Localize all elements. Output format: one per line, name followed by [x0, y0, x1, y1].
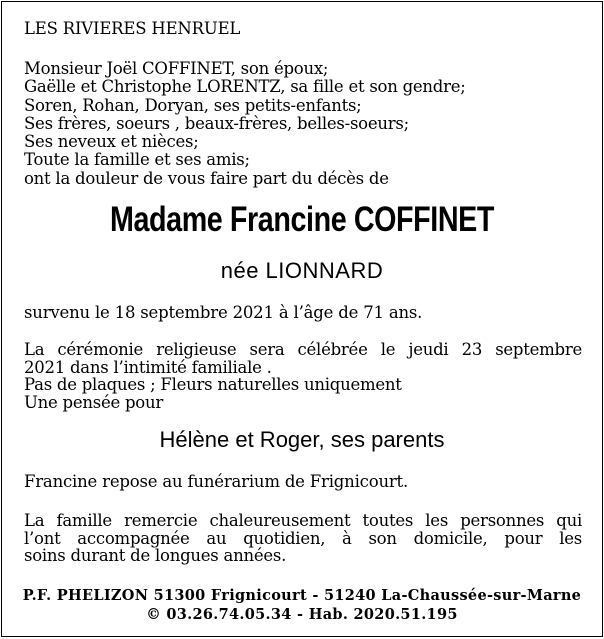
parents-dedication: Hélène et Roger, ses parents: [159, 427, 445, 452]
family-list: [24, 60, 466, 188]
thanks-paragraph: [24, 512, 582, 565]
family-line-announcement: ont la douleur de vous faire part du décès de: [24, 168, 389, 188]
deceased-name: Madame Francine COFFINET: [109, 200, 495, 239]
funeral-home-info: P.F. PHELIZON 51300 Frignicourt - 51240 La-Chaussée-sur-Marne: [22, 587, 582, 604]
funeral-home-rest: Francine repose au funérarium de Frignicourt.: [24, 472, 409, 491]
death-info: survenu le 18 septembre 2021 à l’âge de 71 ans.: [24, 303, 423, 322]
family-line-grandchildren: Soren, Rohan, Doryan, ses petits-enfants;: [24, 95, 362, 115]
thanks-line: l’ont accompagnée au quotidien, à son domicile, pour les: [24, 528, 582, 548]
ceremony-line: 2021 dans l’intimité familiale .: [24, 357, 272, 377]
thanks-line: soins durant de longues années.: [24, 546, 287, 565]
ceremony-line: La cérémonie religieuse sera célébrée le jeudi 23 septembre: [24, 340, 582, 359]
thanks-line: La famille remercie chaleureusement toutes les personnes qui: [24, 511, 582, 530]
family-line-daughter: Gaëlle et Christophe LORENTZ, sa fille et son gendre;: [24, 77, 466, 97]
funeral-home-contact: © 03.26.74.05.34 - Hab. 2020.51.195: [146, 606, 458, 623]
ceremony-line: Pas de plaques ; Fleurs naturelles uniquement: [24, 375, 402, 394]
location-header: LES RIVIERES HENRUEL: [24, 19, 241, 38]
obituary-notice: [1, 1, 603, 637]
family-line-spouse: Monsieur Joël COFFINET, son époux;: [24, 59, 329, 78]
family-line-nephews: Ses neveux et nièces;: [24, 132, 199, 152]
family-line-siblings: Ses frères, soeurs , beaux-frères, belles-soeurs;: [24, 113, 409, 133]
ceremony-paragraph: [24, 341, 582, 411]
maiden-name: née LIONNARD: [220, 258, 384, 283]
ceremony-line: Une pensée pour: [24, 392, 163, 412]
family-line-friends: Toute la famille et ses amis;: [24, 150, 250, 170]
